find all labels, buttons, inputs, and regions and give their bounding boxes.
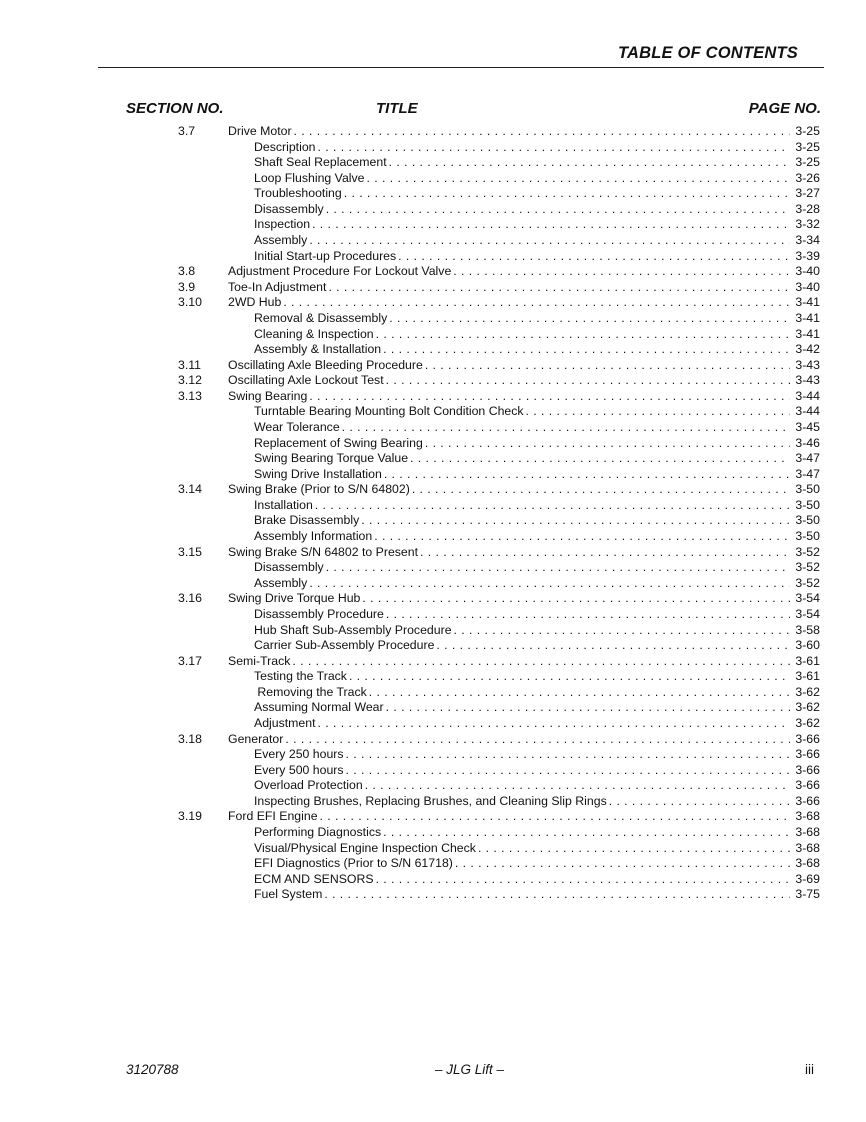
- toc-title-leader: [254, 763, 790, 779]
- toc-entry-title[interactable]: Wear Tolerance: [254, 419, 340, 434]
- toc-page-number[interactable]: 3-58: [795, 622, 820, 637]
- page-header-title: TABLE OF CONTENTS: [617, 44, 798, 62]
- dot-leader: [408, 451, 790, 467]
- dot-leader: [374, 327, 790, 343]
- toc-title-leader: [228, 124, 790, 140]
- dot-leader: [307, 233, 790, 249]
- dot-leader: [374, 872, 790, 888]
- toc-page-number[interactable]: 3-62: [795, 700, 820, 715]
- toc-title-leader: [254, 342, 790, 358]
- toc-page-number[interactable]: 3-42: [795, 342, 820, 357]
- dot-leader: [451, 264, 790, 280]
- toc-page-number[interactable]: 3-44: [795, 388, 820, 403]
- toc-entry[interactable]: [0, 841, 866, 857]
- dot-leader: [396, 249, 790, 265]
- toc-title-leader: [228, 389, 790, 405]
- toc-title-leader: [254, 669, 790, 685]
- toc-entry[interactable]: [0, 545, 866, 561]
- toc-entry-title[interactable]: 2WD Hub: [228, 295, 282, 310]
- toc-entry-title[interactable]: Overload Protection: [254, 778, 363, 793]
- toc-title-leader: [254, 155, 790, 171]
- toc-entry[interactable]: [0, 124, 866, 140]
- toc-page-number[interactable]: 3-50: [795, 529, 820, 544]
- dot-leader: [418, 545, 790, 561]
- toc-title-leader: [228, 280, 790, 296]
- toc-section-number: 3.9: [178, 279, 196, 294]
- toc-entry-title[interactable]: Initial Start-up Procedures: [254, 248, 397, 263]
- toc-entry-title[interactable]: Toe-In Adjustment: [228, 279, 327, 294]
- toc-entry[interactable]: [0, 373, 866, 389]
- toc-entry[interactable]: [0, 171, 866, 187]
- toc-entry[interactable]: [0, 342, 866, 358]
- toc-entry-title[interactable]: Oscillating Axle Bleeding Procedure: [228, 357, 423, 372]
- toc-entry-title[interactable]: Replacement of Swing Bearing: [254, 435, 423, 450]
- toc-title-leader: [254, 249, 790, 265]
- toc-title-leader: [254, 467, 790, 483]
- toc-entry[interactable]: [0, 669, 866, 685]
- toc-entry-title[interactable]: Visual/Physical Engine Inspection Check: [254, 840, 476, 855]
- toc-page-number[interactable]: 3-54: [795, 591, 820, 606]
- toc-entry-title[interactable]: Assembly Information: [254, 529, 373, 544]
- toc-entry[interactable]: [0, 436, 866, 452]
- toc-page-number[interactable]: 3-25: [795, 139, 820, 154]
- toc-page-number[interactable]: 3-41: [795, 310, 820, 325]
- toc-entry[interactable]: [0, 794, 866, 810]
- toc-entry-title[interactable]: Description: [254, 139, 316, 154]
- toc-entry-title[interactable]: Ford EFI Engine: [228, 809, 318, 824]
- toc-title-leader: [254, 233, 790, 249]
- toc-entry[interactable]: [0, 482, 866, 498]
- toc-page-number[interactable]: 3-68: [795, 856, 820, 871]
- toc-entry[interactable]: [0, 887, 866, 903]
- toc-entry-title[interactable]: EFI Diagnostics (Prior to S/N 61718): [254, 856, 453, 871]
- toc-entry[interactable]: [0, 202, 866, 218]
- toc-page-number[interactable]: 3-41: [795, 295, 820, 310]
- toc-page-number[interactable]: 3-68: [795, 840, 820, 855]
- toc-title-leader: [254, 217, 790, 233]
- toc-entry[interactable]: [0, 732, 866, 748]
- column-header-section: SECTION NO.: [126, 100, 224, 117]
- dot-leader: [340, 420, 790, 436]
- dot-leader: [365, 171, 790, 187]
- toc-title-leader: [254, 887, 790, 903]
- toc-entry-title[interactable]: Swing Bearing: [228, 388, 308, 403]
- dot-leader: [372, 529, 790, 545]
- toc-page-number[interactable]: 3-43: [795, 357, 820, 372]
- toc-entry-title[interactable]: Disassembly: [254, 201, 324, 216]
- toc-entry-title[interactable]: Turntable Bearing Mounting Bolt Condition Check: [254, 404, 524, 419]
- toc-entry[interactable]: [0, 607, 866, 623]
- toc-page-number[interactable]: 3-60: [795, 638, 820, 653]
- toc-page-number[interactable]: 3-41: [795, 326, 820, 341]
- toc-page-number[interactable]: 3-45: [795, 419, 820, 434]
- dot-leader: [342, 186, 790, 202]
- toc-title-leader: [254, 327, 790, 343]
- toc-title-leader: [228, 809, 790, 825]
- dot-leader: [326, 280, 790, 296]
- toc-page-number[interactable]: 3-62: [795, 715, 820, 730]
- toc-title-leader: [228, 482, 790, 498]
- toc-entry[interactable]: [0, 420, 866, 436]
- toc-entry[interactable]: [0, 327, 866, 343]
- dot-leader: [283, 732, 790, 748]
- toc-page-number[interactable]: 3-50: [795, 513, 820, 528]
- toc-section-number: 3.10: [178, 295, 202, 310]
- toc-entry[interactable]: [0, 467, 866, 483]
- toc-title-leader: [254, 529, 790, 545]
- toc-entry[interactable]: [0, 404, 866, 420]
- dot-leader: [387, 155, 790, 171]
- toc-page-number[interactable]: 3-44: [795, 404, 820, 419]
- column-header-title: TITLE: [376, 100, 418, 117]
- toc-entry-title[interactable]: Removing the Track: [254, 684, 367, 699]
- toc-title-leader: [228, 295, 790, 311]
- toc-entry[interactable]: [0, 747, 866, 763]
- toc-entry[interactable]: [0, 389, 866, 405]
- dot-leader: [360, 591, 790, 607]
- column-header-page: PAGE NO.: [748, 100, 821, 117]
- dot-leader: [318, 809, 790, 825]
- toc-entry[interactable]: [0, 856, 866, 872]
- toc-page-number[interactable]: 3-62: [795, 684, 820, 699]
- toc-page-number[interactable]: 3-61: [795, 653, 820, 668]
- toc-entry-title[interactable]: Inspection: [254, 217, 311, 232]
- toc-page-number[interactable]: 3-47: [795, 466, 820, 481]
- toc-page-number[interactable]: 3-68: [795, 809, 820, 824]
- toc-entry-title[interactable]: Swing Brake S/N 64802 to Present: [228, 544, 419, 559]
- toc-entry[interactable]: [0, 716, 866, 732]
- toc-section-number: 3.17: [178, 653, 202, 668]
- toc-title-leader: [254, 794, 790, 810]
- dot-leader: [452, 623, 790, 639]
- toc-title-leader: [254, 747, 790, 763]
- toc-entry[interactable]: [0, 529, 866, 545]
- toc-entry[interactable]: [0, 700, 866, 716]
- toc-title-leader: [254, 311, 790, 327]
- toc-page-number[interactable]: 3-66: [795, 762, 820, 777]
- toc-entry[interactable]: [0, 249, 866, 265]
- toc-entry-title[interactable]: Brake Disassembly: [254, 513, 360, 528]
- toc-entry-title[interactable]: Inspecting Brushes, Replacing Brushes, and Cleaning Slip Rings: [254, 793, 607, 808]
- dot-leader: [384, 373, 790, 389]
- dot-leader: [290, 654, 790, 670]
- toc-title-leader: [254, 420, 790, 436]
- dot-leader: [359, 513, 790, 529]
- dot-leader: [381, 825, 790, 841]
- dot-leader: [316, 716, 790, 732]
- dot-leader: [292, 124, 790, 140]
- toc-title-leader: [254, 436, 790, 452]
- toc-entry-title[interactable]: Disassembly: [254, 560, 324, 575]
- footer-publisher: – JLG Lift –: [435, 1062, 505, 1077]
- dot-leader: [324, 560, 790, 576]
- toc-entry-title[interactable]: Assembly: [254, 233, 308, 248]
- toc-title-leader: [254, 404, 790, 420]
- toc-title-leader: [254, 778, 790, 794]
- toc-entry[interactable]: [0, 623, 866, 639]
- toc-title-leader: [254, 140, 790, 156]
- table-of-contents: [0, 124, 866, 903]
- toc-page-number[interactable]: 3-25: [795, 155, 820, 170]
- toc-title-leader: [254, 513, 790, 529]
- toc-page-number[interactable]: 3-75: [795, 887, 820, 902]
- toc-title-leader: [254, 560, 790, 576]
- toc-entry-title[interactable]: Assembly & Installation: [254, 342, 382, 357]
- toc-section-number: 3.16: [178, 591, 202, 606]
- toc-page-number[interactable]: 3-54: [795, 606, 820, 621]
- dot-leader: [381, 342, 790, 358]
- toc-page-number[interactable]: 3-40: [795, 279, 820, 294]
- toc-entry-title[interactable]: Shaft Seal Replacement: [254, 155, 387, 170]
- toc-entry[interactable]: [0, 513, 866, 529]
- header-rule: [98, 67, 824, 68]
- toc-page-number[interactable]: 3-27: [795, 186, 820, 201]
- dot-leader: [307, 576, 790, 592]
- toc-entry-title[interactable]: Swing Brake (Prior to S/N 64802): [228, 482, 410, 497]
- dot-leader: [384, 700, 790, 716]
- toc-section-number: 3.12: [178, 373, 202, 388]
- footer-page-number: iii: [805, 1062, 814, 1077]
- toc-entry-title[interactable]: Every 250 hours: [254, 747, 344, 762]
- toc-title-leader: [254, 498, 790, 514]
- toc-entry-title[interactable]: Assembly: [254, 575, 308, 590]
- toc-entry-title[interactable]: Generator: [228, 731, 284, 746]
- toc-entry-title[interactable]: Every 500 hours: [254, 762, 344, 777]
- dot-leader: [476, 841, 790, 857]
- toc-entry[interactable]: [0, 295, 866, 311]
- dot-leader: [607, 794, 790, 810]
- dot-leader: [434, 638, 790, 654]
- toc-entry[interactable]: [0, 451, 866, 467]
- toc-section-number: 3.15: [178, 544, 202, 559]
- toc-entry-title[interactable]: Disassembly Procedure: [254, 606, 384, 621]
- toc-page-number[interactable]: 3-68: [795, 825, 820, 840]
- toc-section-number: 3.7: [178, 124, 196, 138]
- toc-page-number[interactable]: 3-46: [795, 435, 820, 450]
- toc-entry[interactable]: [0, 576, 866, 592]
- toc-entry[interactable]: [0, 685, 866, 701]
- toc-title-leader: [254, 685, 790, 701]
- toc-entry-title[interactable]: Cleaning & Inspection: [254, 326, 374, 341]
- toc-section-number: 3.18: [178, 731, 202, 746]
- toc-entry[interactable]: [0, 311, 866, 327]
- dot-leader: [384, 607, 790, 623]
- toc-entry[interactable]: [0, 778, 866, 794]
- toc-section-number: 3.19: [178, 809, 202, 824]
- toc-title-leader: [254, 171, 790, 187]
- toc-page-number[interactable]: 3-66: [795, 778, 820, 793]
- dot-leader: [387, 311, 790, 327]
- toc-page-number[interactable]: 3-26: [795, 170, 820, 185]
- toc-title-leader: [254, 700, 790, 716]
- toc-entry[interactable]: [0, 280, 866, 296]
- dot-leader: [382, 467, 790, 483]
- footer-doc-number: 3120788: [126, 1062, 179, 1077]
- toc-page-number[interactable]: 3-69: [795, 871, 820, 886]
- toc-page-number[interactable]: 3-32: [795, 217, 820, 232]
- toc-entry-title[interactable]: Swing Bearing Torque Value: [254, 451, 409, 466]
- toc-entry-title[interactable]: Swing Drive Torque Hub: [228, 591, 361, 606]
- toc-entry-title[interactable]: Performing Diagnostics: [254, 825, 382, 840]
- toc-page-number[interactable]: 3-66: [795, 747, 820, 762]
- toc-page-number[interactable]: 3-34: [795, 233, 820, 248]
- toc-title-leader: [228, 591, 790, 607]
- toc-title-leader: [254, 716, 790, 732]
- toc-section-number: 3.13: [178, 388, 202, 403]
- toc-entry[interactable]: [0, 654, 866, 670]
- toc-title-leader: [254, 825, 790, 841]
- dot-leader: [524, 404, 790, 420]
- toc-entry[interactable]: [0, 358, 866, 374]
- toc-entry-title[interactable]: Adjustment: [254, 715, 316, 730]
- toc-title-leader: [254, 607, 790, 623]
- toc-entry[interactable]: [0, 591, 866, 607]
- toc-page-number[interactable]: 3-28: [795, 201, 820, 216]
- toc-entry[interactable]: [0, 217, 866, 233]
- toc-entry-title[interactable]: Assuming Normal Wear: [254, 700, 384, 715]
- toc-entry[interactable]: [0, 186, 866, 202]
- dot-leader: [313, 498, 790, 514]
- toc-entry-title[interactable]: Oscillating Axle Lockout Test: [228, 373, 384, 388]
- toc-title-leader: [254, 202, 790, 218]
- toc-title-leader: [254, 186, 790, 202]
- toc-entry-title[interactable]: Adjustment Procedure For Lockout Valve: [228, 264, 452, 279]
- toc-page-number[interactable]: 3-39: [795, 248, 820, 263]
- toc-entry[interactable]: [0, 140, 866, 156]
- toc-entry[interactable]: [0, 638, 866, 654]
- dot-leader: [344, 747, 790, 763]
- toc-page-number[interactable]: 3-52: [795, 575, 820, 590]
- dot-leader: [423, 358, 790, 374]
- toc-page-number[interactable]: 3-61: [795, 669, 820, 684]
- toc-section-number: 3.14: [178, 482, 202, 497]
- toc-entry-title[interactable]: Semi-Track: [228, 653, 291, 668]
- toc-entry-title[interactable]: Loop Flushing Valve: [254, 170, 365, 185]
- toc-entry[interactable]: [0, 264, 866, 280]
- toc-page-number[interactable]: 3-25: [795, 124, 820, 138]
- toc-entry-title[interactable]: Hub Shaft Sub-Assembly Procedure: [254, 622, 452, 637]
- toc-entry[interactable]: [0, 809, 866, 825]
- toc-entry-title[interactable]: Installation: [254, 497, 313, 512]
- toc-entry-title[interactable]: Testing the Track: [254, 669, 347, 684]
- dot-leader: [322, 887, 790, 903]
- toc-page-number[interactable]: 3-50: [795, 497, 820, 512]
- toc-title-leader: [254, 623, 790, 639]
- toc-title-leader: [254, 576, 790, 592]
- toc-page-number[interactable]: 3-52: [795, 560, 820, 575]
- toc-entry[interactable]: [0, 233, 866, 249]
- toc-title-leader: [228, 654, 790, 670]
- toc-page-number[interactable]: 3-47: [795, 451, 820, 466]
- toc-entry[interactable]: [0, 872, 866, 888]
- dot-leader: [367, 685, 790, 701]
- toc-title-leader: [228, 373, 790, 389]
- toc-title-leader: [228, 358, 790, 374]
- toc-title-leader: [254, 841, 790, 857]
- dot-leader: [453, 856, 790, 872]
- toc-page-number[interactable]: 3-40: [795, 264, 820, 279]
- dot-leader: [281, 295, 790, 311]
- toc-title-leader: [228, 732, 790, 748]
- dot-leader: [344, 763, 790, 779]
- toc-entry[interactable]: [0, 155, 866, 171]
- toc-title-leader: [254, 638, 790, 654]
- toc-page-number[interactable]: 3-66: [795, 793, 820, 808]
- dot-leader: [347, 669, 790, 685]
- toc-title-leader: [228, 264, 790, 280]
- dot-leader: [316, 140, 790, 156]
- toc-page-number[interactable]: 3-50: [795, 482, 820, 497]
- toc-entry-title[interactable]: Removal & Disassembly: [254, 310, 388, 325]
- toc-entry-title[interactable]: Drive Motor: [228, 124, 292, 138]
- toc-entry[interactable]: [0, 825, 866, 841]
- toc-entry[interactable]: [0, 498, 866, 514]
- dot-leader: [307, 389, 790, 405]
- toc-title-leader: [254, 872, 790, 888]
- toc-entry[interactable]: [0, 763, 866, 779]
- toc-page-number[interactable]: 3-43: [795, 373, 820, 388]
- dot-leader: [324, 202, 790, 218]
- toc-entry-title[interactable]: Fuel System: [254, 887, 323, 902]
- toc-section-number: 3.11: [178, 357, 202, 372]
- toc-page-number[interactable]: 3-52: [795, 544, 820, 559]
- toc-entry-title[interactable]: ECM AND SENSORS: [254, 871, 374, 886]
- toc-entry-title[interactable]: Troubleshooting: [254, 186, 342, 201]
- dot-leader: [410, 482, 790, 498]
- toc-entry-title[interactable]: Carrier Sub-Assembly Procedure: [254, 638, 435, 653]
- toc-entry[interactable]: [0, 560, 866, 576]
- toc-entry-title[interactable]: Swing Drive Installation: [254, 466, 382, 481]
- toc-page-number[interactable]: 3-66: [795, 731, 820, 746]
- toc-section-number: 3.8: [178, 264, 196, 279]
- dot-leader: [310, 217, 790, 233]
- toc-title-leader: [254, 451, 790, 467]
- dot-leader: [363, 778, 790, 794]
- toc-title-leader: [254, 856, 790, 872]
- toc-title-leader: [228, 545, 790, 561]
- dot-leader: [423, 436, 790, 452]
